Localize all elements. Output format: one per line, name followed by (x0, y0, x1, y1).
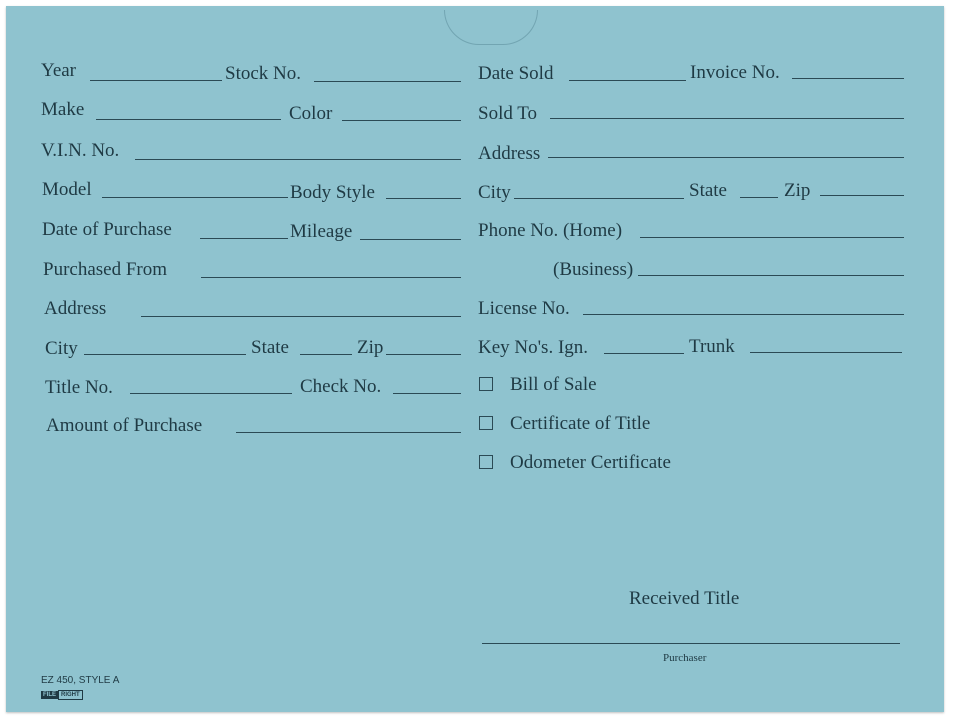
state-label: State (251, 337, 289, 358)
bill-of-sale-checkbox[interactable] (479, 377, 493, 391)
key-ign-field[interactable] (604, 353, 684, 354)
address-field[interactable] (141, 316, 461, 317)
sold-to-label: Sold To (478, 103, 538, 124)
sold-zip-field[interactable] (820, 195, 904, 196)
key-nos-ign-label: Key No's. Ign. (478, 337, 589, 358)
purchaser-signature-line[interactable] (482, 643, 900, 644)
make-field[interactable] (96, 119, 281, 120)
license-no-label: License No. (478, 298, 570, 319)
date-sold-label: Date Sold (478, 63, 554, 84)
vin-field[interactable] (135, 159, 461, 160)
phone-business-field[interactable] (638, 275, 904, 276)
color-label: Color (289, 103, 333, 124)
logo-file-text: FILE (43, 692, 56, 698)
sold-state-label: State (689, 180, 727, 201)
check-no-label: Check No. (300, 376, 382, 397)
sold-address-field[interactable] (548, 157, 904, 158)
state-field[interactable] (300, 354, 352, 355)
sold-city-field[interactable] (514, 198, 684, 199)
model-label: Model (42, 179, 92, 200)
trunk-label: Trunk (689, 336, 735, 357)
mileage-label: Mileage (290, 221, 353, 242)
title-no-label: Title No. (45, 377, 113, 398)
zip-field[interactable] (386, 354, 461, 355)
check-no-field[interactable] (393, 393, 461, 394)
certificate-of-title-label: Certificate of Title (510, 413, 651, 434)
amount-of-purchase-label: Amount of Purchase (46, 415, 203, 436)
stock-no-field[interactable] (314, 81, 461, 82)
trunk-field[interactable] (750, 352, 902, 353)
phone-business-label: (Business) (553, 259, 634, 280)
purchased-from-field[interactable] (201, 277, 461, 278)
city-field[interactable] (84, 354, 246, 355)
style-code: EZ 450, STYLE A (41, 675, 120, 686)
thumb-cut-notch (444, 10, 538, 45)
sold-to-field[interactable] (550, 118, 904, 119)
certificate-of-title-checkbox[interactable] (479, 416, 493, 430)
phone-home-label: Phone No. (Home) (478, 220, 623, 241)
sold-zip-label: Zip (784, 180, 811, 201)
bill-of-sale-label: Bill of Sale (510, 374, 597, 395)
sold-address-label: Address (478, 143, 541, 164)
file-right-logo (41, 690, 83, 700)
address-label: Address (44, 298, 107, 319)
date-sold-field[interactable] (569, 80, 686, 81)
phone-home-field[interactable] (640, 237, 904, 238)
make-label: Make (41, 99, 85, 120)
vin-label: V.I.N. No. (41, 140, 120, 161)
city-label: City (45, 338, 78, 359)
date-of-purchase-label: Date of Purchase (42, 219, 172, 240)
mileage-field[interactable] (360, 239, 461, 240)
license-no-field[interactable] (583, 314, 904, 315)
model-field[interactable] (102, 197, 288, 198)
invoice-no-field[interactable] (792, 78, 904, 79)
amount-of-purchase-field[interactable] (236, 432, 461, 433)
invoice-no-label: Invoice No. (690, 62, 780, 83)
odometer-certificate-checkbox[interactable] (479, 455, 493, 469)
body-style-label: Body Style (290, 182, 375, 203)
odometer-certificate-label: Odometer Certificate (510, 452, 671, 473)
title-no-field[interactable] (130, 393, 292, 394)
color-field[interactable] (342, 120, 461, 121)
purchased-from-label: Purchased From (43, 259, 168, 280)
logo-right-text: RIGHT (58, 690, 83, 700)
envelope-form (6, 6, 944, 712)
stock-no-label: Stock No. (225, 63, 301, 84)
received-title-heading: Received Title (629, 588, 740, 609)
purchaser-caption: Purchaser (663, 652, 707, 664)
sold-state-field[interactable] (740, 197, 778, 198)
zip-label: Zip (357, 337, 384, 358)
body-style-field[interactable] (386, 198, 461, 199)
sold-city-label: City (478, 182, 511, 203)
date-of-purchase-field[interactable] (200, 238, 288, 239)
year-label: Year (41, 60, 77, 81)
year-field[interactable] (90, 80, 222, 81)
